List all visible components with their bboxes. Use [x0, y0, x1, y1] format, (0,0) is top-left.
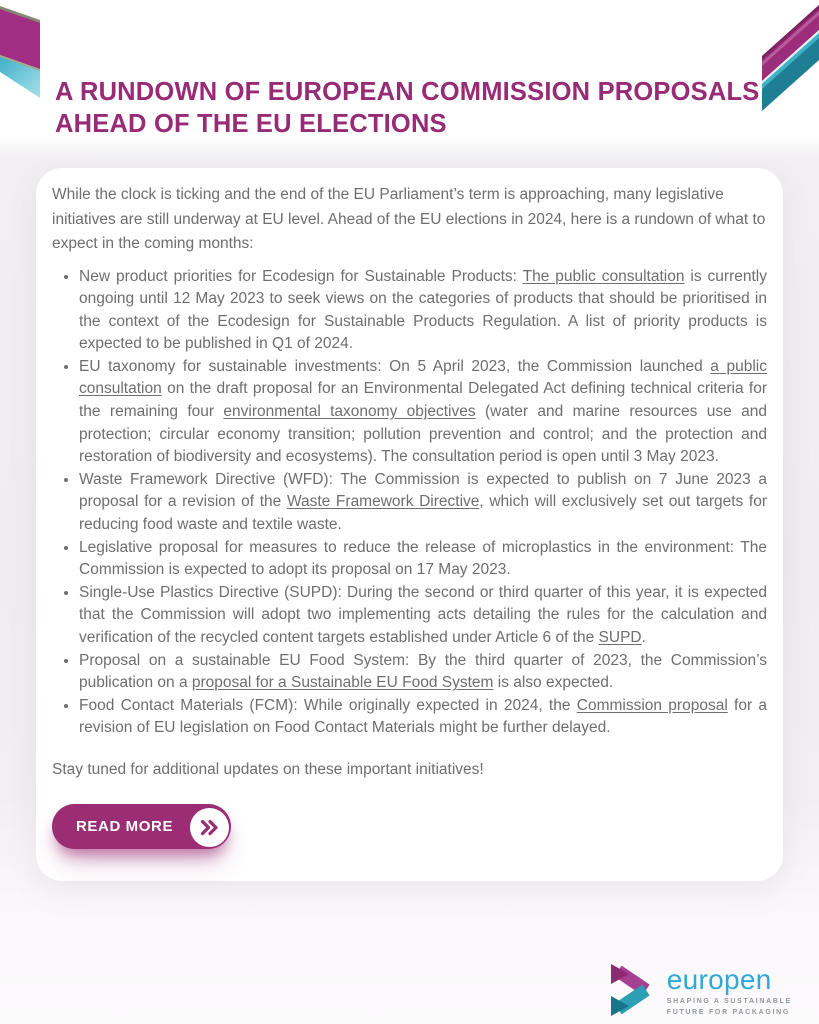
europen-tagline: SHAPING A SUSTAINABLE FUTURE FOR PACKAGING [666, 998, 792, 1016]
list-item: • Legislative proposal for measures to reduce the release of microplastics in the environment: The Commission is expected to adopt its proposal on 17 May 2023. [79, 537, 767, 582]
list-item: • Food Contact Materials (FCM): While originally expected in 2024, the Commission proposal for a revision of EU legislation on Food Contact Materials might be further delayed. [79, 695, 767, 740]
europen-logo [608, 963, 792, 1022]
double-chevron-icon [190, 809, 229, 848]
intro-paragraph: While the clock is ticking and the end of the EU Parliament’s term is approaching, many legislative initiatives are still underway at EU level. Ahead of the EU elections in 2024, here is a rundown of what to expect in the coming months: [52, 186, 766, 252]
right-ribbon-decoration [762, 0, 819, 127]
inline-link[interactable]: Waste Framework Directive [286, 493, 480, 511]
read-more-button[interactable] [52, 804, 231, 849]
inline-link[interactable]: The public consultation [522, 267, 685, 285]
europen-wordmark: europen [666, 964, 772, 996]
list-item: • Proposal on a sustainable EU Food System: By the third quarter of 2023, the Commission’s publication on a proposal for a Sustainable EU Food System is also expected. [79, 650, 767, 695]
read-more-label: READ MORE [76, 817, 174, 835]
proposal-list [52, 266, 767, 740]
list-item: • Single-Use Plastics Directive (SUPD): During the second or third quarter of this year, it is expected that the Commission will adopt two implementing acts detailing the rules for the calculation and verification of the recycled content targets established under Article 6 of the SUPD. [79, 582, 767, 650]
list-item: • New product priorities for Ecodesign for Sustainable Products: The public consultation is currently ongoing until 12 May 2023 to seek views on the categories of products that should be prioritised in the context of the Ecodesign for Sustainable Products Regulation. A list of priority products is expected to be published in Q1 of 2024. [79, 266, 767, 356]
list-item: • Waste Framework Directive (WFD): The Commission is expected to publish on 7 June 2023 a proposal for a revision of the Waste Framework Directive, which will exclusively set out targets for reducing food waste and textile waste. [79, 469, 767, 537]
content-card [36, 168, 783, 881]
list-item: • EU taxonomy for sustainable investments: On 5 April 2023, the Commission launched a public consultation on the draft proposal for an Environmental Delegated Act defining technical criteria for the remaining four environmental taxonomy objectives (water and marine resources use and protection; circular economy transition; pollution prevention and control; and the protection and restoration of biodiversity and ecosystems). The consultation period is open until 3 May 2023. [79, 356, 767, 469]
europen-logo-icon [608, 963, 658, 1022]
left-ribbon-decoration [0, 0, 40, 117]
inline-link[interactable]: proposal for a Sustainable EU Food System [191, 674, 494, 692]
inline-link[interactable]: Commission proposal [576, 696, 728, 714]
inline-link[interactable]: environmental taxonomy objectives [223, 403, 476, 421]
page-title: A RUNDOWN OF EUROPEAN COMMISSION PROPOSALS AHEAD OF THE EU ELECTIONS [55, 78, 760, 138]
inline-link[interactable]: SUPD [598, 629, 642, 646]
closing-paragraph: Stay tuned for additional updates on these important initiatives! [52, 760, 484, 778]
inline-link[interactable]: a public consultation [79, 357, 767, 398]
